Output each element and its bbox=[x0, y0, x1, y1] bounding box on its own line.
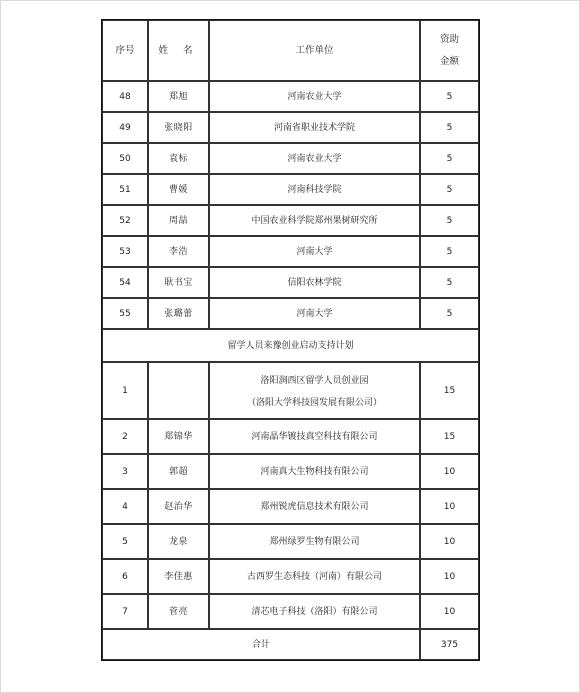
cell-name: 张晓阳 bbox=[148, 112, 209, 143]
cell-amount: 5 bbox=[420, 174, 479, 205]
header-amount bbox=[420, 20, 479, 81]
cell-unit: 清芯电子科技（洛阳）有限公司 bbox=[209, 594, 420, 629]
cell-index: 53 bbox=[102, 236, 148, 267]
cell-unit: 河南晶华镀技真空科技有限公司 bbox=[209, 419, 420, 454]
table-row bbox=[102, 489, 479, 524]
cell-index: 55 bbox=[102, 298, 148, 329]
cell-amount: 15 bbox=[420, 419, 479, 454]
cell-name: 周喆 bbox=[148, 205, 209, 236]
cell-unit: 河南农业大学 bbox=[209, 81, 420, 112]
table-row bbox=[102, 524, 479, 559]
header-amount-line1: 资助 bbox=[439, 33, 459, 45]
table-row bbox=[102, 174, 479, 205]
cell-name: 李浩 bbox=[148, 236, 209, 267]
cell-index: 51 bbox=[102, 174, 148, 205]
cell-name: 耿书宝 bbox=[148, 267, 209, 298]
table-row bbox=[102, 594, 479, 629]
header-index: 序号 bbox=[102, 20, 148, 81]
cell-index: 7 bbox=[102, 594, 148, 629]
header-unit: 工作单位 bbox=[209, 20, 420, 81]
cell-index: 49 bbox=[102, 112, 148, 143]
cell-amount: 10 bbox=[420, 559, 479, 594]
cell-index: 50 bbox=[102, 143, 148, 174]
table-row bbox=[102, 236, 479, 267]
cell-unit: 郑州锐虎信息技术有限公司 bbox=[209, 489, 420, 524]
cell-unit bbox=[209, 362, 420, 419]
section-title: 留学人员来豫创业启动支持计划 bbox=[102, 329, 479, 362]
table-row bbox=[102, 362, 479, 419]
table-row bbox=[102, 454, 479, 489]
funding-table bbox=[101, 19, 480, 661]
cell-index: 2 bbox=[102, 419, 148, 454]
cell-amount: 5 bbox=[420, 112, 479, 143]
cell-amount: 10 bbox=[420, 489, 479, 524]
cell-unit: 河南大学 bbox=[209, 236, 420, 267]
table-row bbox=[102, 419, 479, 454]
cell-name bbox=[148, 362, 209, 419]
cell-amount: 5 bbox=[420, 298, 479, 329]
table-row bbox=[102, 267, 479, 298]
cell-name: 袁标 bbox=[148, 143, 209, 174]
startup-rows bbox=[102, 419, 479, 629]
cell-name: 曹媛 bbox=[148, 174, 209, 205]
cell-name: 龙泉 bbox=[148, 524, 209, 559]
header-row bbox=[102, 20, 479, 81]
cell-amount: 5 bbox=[420, 205, 479, 236]
cell-index: 52 bbox=[102, 205, 148, 236]
cell-unit: 河南真大生物科技有限公司 bbox=[209, 454, 420, 489]
cell-unit: 河南大学 bbox=[209, 298, 420, 329]
cell-index: 5 bbox=[102, 524, 148, 559]
cell-amount: 15 bbox=[420, 362, 479, 419]
cell-unit: 古西罗生态科技（河南）有限公司 bbox=[209, 559, 420, 594]
cell-name: 张璐蕾 bbox=[148, 298, 209, 329]
cell-index: 54 bbox=[102, 267, 148, 298]
cell-unit: 郑州绿罗生物有限公司 bbox=[209, 524, 420, 559]
cell-unit: 河南科技学院 bbox=[209, 174, 420, 205]
cell-unit: 河南省职业技术学院 bbox=[209, 112, 420, 143]
cell-name: 赵治华 bbox=[148, 489, 209, 524]
cell-index: 3 bbox=[102, 454, 148, 489]
cell-amount: 10 bbox=[420, 524, 479, 559]
total-amount: 375 bbox=[420, 629, 479, 660]
cell-name: 菅亮 bbox=[148, 594, 209, 629]
cell-unit-line1: 洛阳涧西区留学人员创业园 bbox=[260, 375, 369, 386]
cell-unit: 信阳农林学院 bbox=[209, 267, 420, 298]
header-amount-line2: 金额 bbox=[439, 55, 459, 67]
cell-name: 李佳惠 bbox=[148, 559, 209, 594]
cell-unit-line2: （洛阳大学科技园发展有限公司） bbox=[246, 397, 382, 408]
cell-index: 4 bbox=[102, 489, 148, 524]
cell-amount: 5 bbox=[420, 267, 479, 298]
table-row bbox=[102, 298, 479, 329]
table-row bbox=[102, 112, 479, 143]
cell-amount: 10 bbox=[420, 454, 479, 489]
section-row bbox=[102, 329, 479, 362]
table-row bbox=[102, 559, 479, 594]
cell-index: 48 bbox=[102, 81, 148, 112]
cell-amount: 5 bbox=[420, 236, 479, 267]
header-name: 姓 名 bbox=[148, 20, 209, 81]
cell-name: 郑锦华 bbox=[148, 419, 209, 454]
cell-unit: 中国农业科学院郑州果树研究所 bbox=[209, 205, 420, 236]
cell-index: 1 bbox=[102, 362, 148, 419]
cell-name: 郑旭 bbox=[148, 81, 209, 112]
cell-amount: 5 bbox=[420, 81, 479, 112]
cell-amount: 10 bbox=[420, 594, 479, 629]
cell-name: 郭超 bbox=[148, 454, 209, 489]
table-row bbox=[102, 205, 479, 236]
table-row bbox=[102, 143, 479, 174]
total-label: 合计 bbox=[102, 629, 420, 660]
cell-index: 6 bbox=[102, 559, 148, 594]
cell-amount: 5 bbox=[420, 143, 479, 174]
cell-unit: 河南农业大学 bbox=[209, 143, 420, 174]
recipient-rows bbox=[102, 81, 479, 329]
table-row bbox=[102, 81, 479, 112]
total-row bbox=[102, 629, 479, 660]
